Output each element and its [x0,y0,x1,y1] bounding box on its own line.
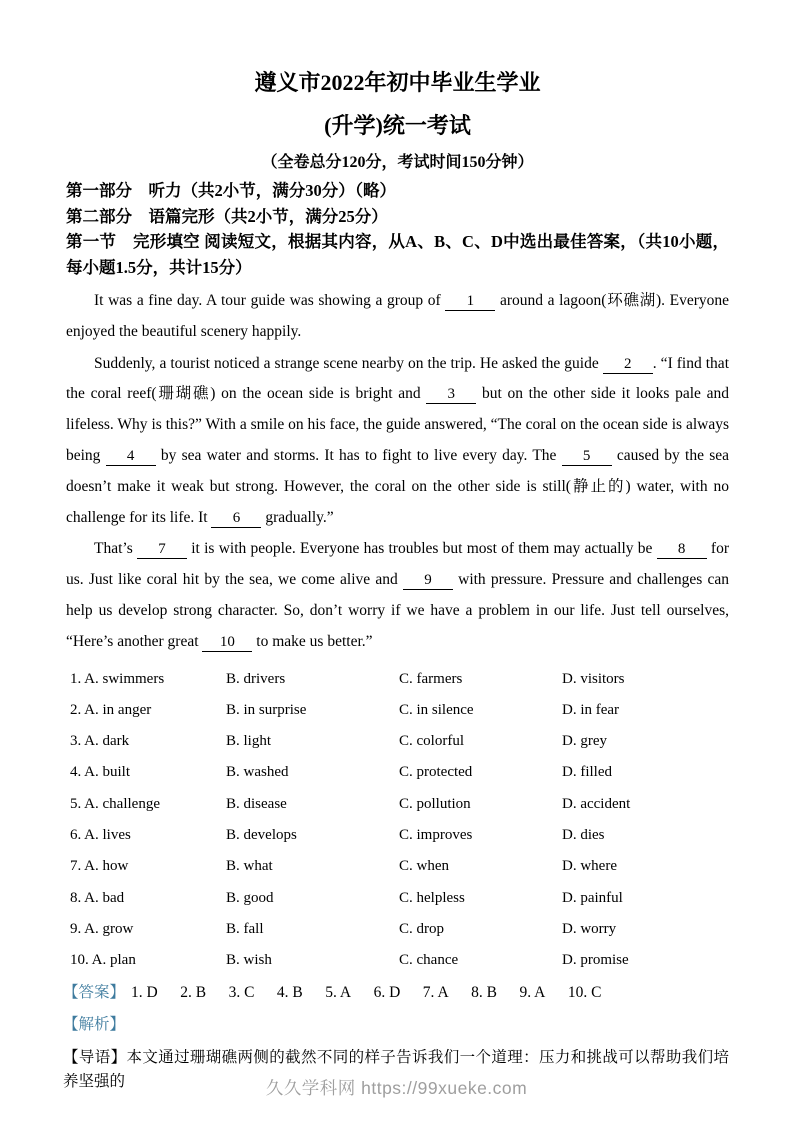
exam-info-line: （全卷总分120分，考试时间150分钟） [261,154,534,171]
answer-item: 1. D [131,983,158,1001]
option-cell: 5. A. challenge [70,795,160,812]
option-row [66,887,729,909]
blank-10: 10 [202,634,252,652]
section-heading-part2: 第二部分 语篇完形（共2小节，满分25分） [66,206,388,226]
option-cell: 4. A. built [70,764,131,781]
option-row [66,855,729,877]
section-heading-cloze: 第一节 完形填空 阅读短文，根据其内容，从A、B、C、D中选出最佳答案，（共10小题，每小题1.5分，共计15分） [66,232,729,277]
option-cell: 7. A. how [70,858,129,875]
passage-paragraph: Suddenly, a tourist noticed a strange scene nearby on the trip. He asked the guide 2 . “I find that the coral reef(珊瑚礁) on the ocean side is bright and 3 but on the other side it looks pale and lifeless. Why is this?” With a smile on his face, the guide answered, “The coral on the ocean side is always being 4 by sea water and storms. It has to fight to live every day. The 5 caused by the sea doesn’t make it weak but strong. However, the coral on the other side is still(静止的) water, with no challenge for its life. It 6 gradually.” [66,354,729,526]
option-cell: B. disease [226,795,287,812]
answer-item: 7. A [422,983,449,1001]
option-row [66,699,729,721]
analysis-line [63,1013,729,1037]
option-cell: C. chance [399,952,459,969]
answer-line [63,981,729,1005]
option-cell: C. drop [399,920,444,937]
options-table [66,668,729,972]
blank-7: 7 [137,541,187,559]
option-cell: B. wish [226,952,272,969]
answer-item: 10. C [567,983,602,1001]
answer-item: 3. C [228,983,255,1001]
option-cell: 2. A. in anger [70,701,152,718]
blank-8: 8 [657,541,707,559]
option-row [66,761,729,783]
blank-2: 2 [603,356,653,374]
blank-3: 3 [426,386,476,404]
option-cell: C. improves [399,827,473,844]
option-cell: C. helpless [399,889,465,906]
option-cell: D. accident [562,795,631,812]
section-heading-part1: 第一部分 听力（共2小节，满分30分）（略） [66,181,396,200]
option-row [66,949,729,971]
answer-item: 2. B [180,983,207,1001]
option-cell: B. good [226,889,274,906]
option-cell: D. where [562,858,617,875]
option-cell: B. develops [226,827,297,844]
option-cell: C. protected [399,764,473,781]
analysis-label: 【解析】 [63,1015,126,1033]
answer-item: 6. D [373,983,401,1001]
option-cell: 9. A. grow [70,920,134,937]
answer-items [131,981,601,1005]
option-cell: C. when [399,858,449,875]
option-cell: D. filled [562,764,612,781]
option-cell: C. colorful [399,733,464,750]
option-cell: D. grey [562,733,607,750]
option-cell: D. in fear [562,701,620,718]
option-cell: B. washed [226,764,289,781]
option-cell: 8. A. bad [70,889,125,906]
intro-label: 【导语】 [63,1048,127,1066]
option-row [66,793,729,815]
intro-text: 本文通过珊瑚礁两侧的截然不同的样子告诉我们一个道理：压力和挑战可以帮助我们培养坚强的 [63,1048,729,1090]
option-cell: C. farmers [399,670,463,687]
option-cell: D. visitors [562,670,625,687]
option-cell: B. fall [226,920,264,937]
option-cell: C. in silence [399,701,474,718]
passage [66,286,729,658]
answer-item: 8. B [471,983,497,1001]
answer-item: 9. A [519,983,546,1001]
option-row [66,730,729,752]
option-cell: B. in surprise [226,701,307,718]
option-cell: 10. A. plan [70,952,136,969]
option-cell: D. promise [562,952,629,969]
blank-1: 1 [445,293,495,311]
blank-5: 5 [562,448,612,466]
option-cell: C. pollution [399,795,471,812]
option-cell: B. light [226,733,272,750]
option-cell: 6. A. lives [70,827,131,844]
answer-label: 【答案】 [63,983,126,1001]
exam-title-line-2: (升学)统一考试 [324,113,471,138]
option-row [66,824,729,846]
answer-item: 4. B [276,983,303,1001]
blank-9: 9 [403,572,453,590]
exam-title-line-1: 遵义市2022年初中毕业生学业 [254,70,541,95]
blank-6: 6 [211,510,261,528]
option-cell: D. dies [562,827,605,844]
passage-paragraph: That’s 7 it is with people. Everyone has troubles but most of them may actually be 8 for us. Just like coral hit by the sea, we come alive and 9 with pressure. Pressure and challenges can help us develop strong character. So, don’t worry if we have a problem in our life. Just tell ourselves, “Here’s another great 10 to make us better.” [66,540,729,650]
option-cell: B. drivers [226,670,286,687]
option-cell: 3. A. dark [70,733,130,750]
passage-paragraph: It was a fine day. A tour guide was showing a group of 1 around a lagoon(环礁湖). Everyone enjoyed the beautiful scenery happily. [66,292,729,340]
answer-item: 5. A [325,983,352,1001]
option-cell: 1. A. swimmers [70,670,165,687]
option-cell: B. what [226,858,273,875]
blank-4: 4 [106,448,156,466]
option-cell: D. worry [562,920,617,937]
option-cell: D. painful [562,889,623,906]
option-row [66,668,729,690]
footer-watermark: 久久学科网 https://99xueke.com [265,1078,528,1098]
option-row [66,918,729,940]
